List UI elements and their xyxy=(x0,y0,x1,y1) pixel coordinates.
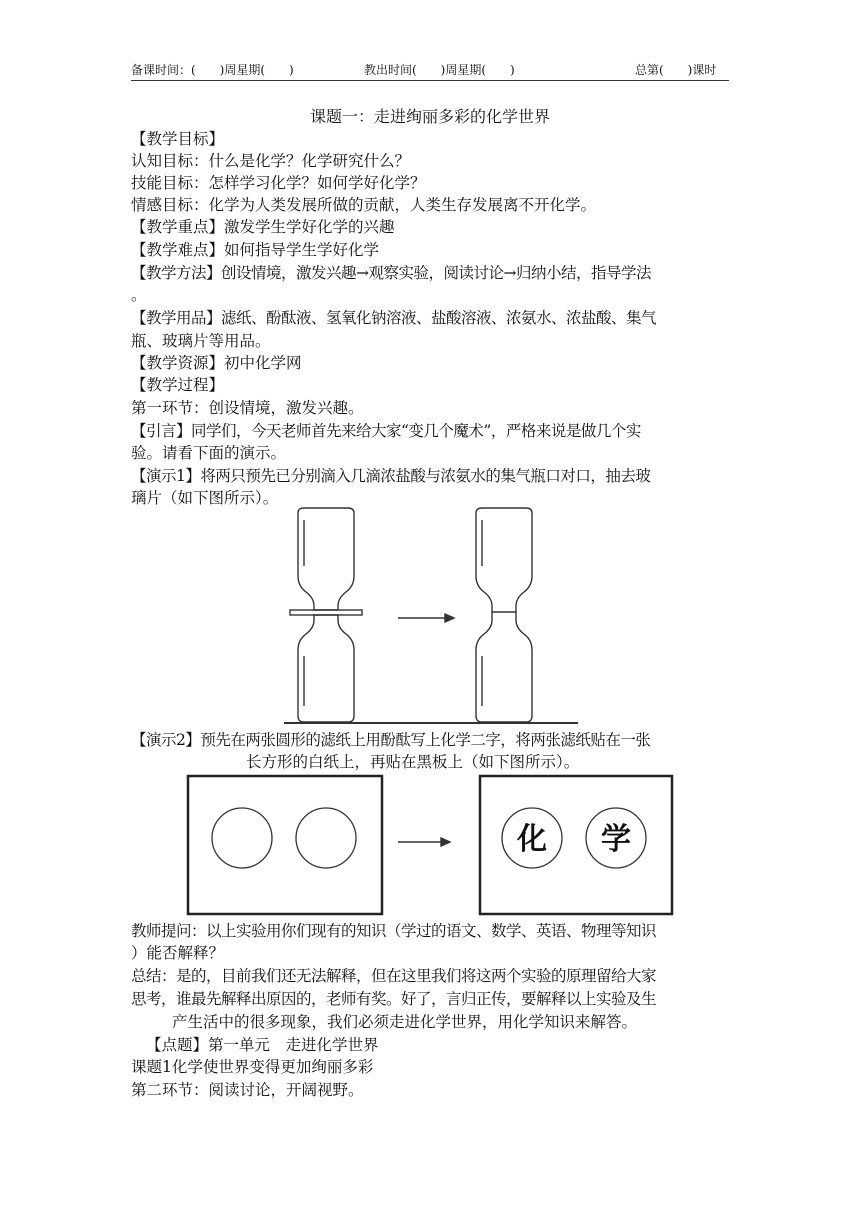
page-header xyxy=(131,62,729,81)
teach-time: 教出时间( )周星期( ) xyxy=(364,63,515,77)
teaching-tools: 【教学用品】滤纸、酚酞液、氢氧化钠溶液、盐酸溶液、浓氨水、浓盐酸、集气 xyxy=(131,309,657,327)
bottle-pair-before xyxy=(290,508,362,722)
teaching-method: 【教学方法】创设情境，激发兴趣→观察实验，阅读讨论→归纳小结，指导学法 xyxy=(131,264,651,282)
white-paper-after xyxy=(480,776,672,914)
teaching-method-end: 。 xyxy=(131,286,147,304)
step-one: 第一环节：创设情境，激发兴趣。 xyxy=(131,399,364,417)
demo2-line-2: 长方形的白纸上，再贴在黑板上（如下图所示）。 xyxy=(246,753,580,771)
bottle-pair-after xyxy=(476,508,532,722)
goal-heading: 【教学目标】 xyxy=(131,130,225,148)
lesson-title: 课题一：走进绚丽多彩的化学世界 xyxy=(309,107,550,126)
intro-line-1: 【引言】同学们，今天老师首先来给大家“变几个魔术”，严格来说是做几个实 xyxy=(131,422,641,440)
char-xue: 学 xyxy=(601,822,631,857)
filter-paper-circle xyxy=(296,808,356,868)
summary-line-3: 产生活中的很多现象，我们必须走进化学世界，用化学知识来解答。 xyxy=(172,1013,638,1031)
white-paper-before xyxy=(188,776,382,914)
topic-one: 课题1化学使世界变得更加绚丽多彩 xyxy=(131,1058,374,1076)
emotion-goal: 情感目标：化学为人类发展所做的贡献，人类生存发展离不开化学。 xyxy=(131,196,597,214)
teaching-key: 【教学重点】激发学生学好化学的兴趣 xyxy=(131,218,395,236)
arrow-right-icon xyxy=(398,838,450,846)
question-line-1: 教师提问：以上实验用你们现有的知识（学过的语文、数学、英语、物理等知识 xyxy=(131,922,657,940)
process-heading: 【教学过程】 xyxy=(131,376,225,394)
cognitive-goal: 认知目标：什么是化学？化学研究什么？ xyxy=(131,152,411,170)
arrow-right-icon xyxy=(398,614,454,622)
demo1-line-2: 璃片（如下图所示）。 xyxy=(131,489,279,507)
demo1-line-1: 【演示1】将两只预先已分别滴入几滴浓盐酸与浓氨水的集气瓶口对口，抽去玻 xyxy=(131,467,651,485)
filter-paper-circle xyxy=(212,808,272,868)
point-topic: 【点题】第一单元 走进化学世界 xyxy=(146,1036,379,1054)
char-hua: 化 xyxy=(517,822,547,857)
skill-goal: 技能目标：怎样学习化学？如何学好化学？ xyxy=(131,174,426,192)
teaching-resource: 【教学资源】初中化学网 xyxy=(131,354,302,372)
step-two: 第二环节：阅读讨论，开阔视野。 xyxy=(131,1081,364,1099)
total-lessons: 总第( )课时 xyxy=(635,63,717,77)
bottle-experiment-figure xyxy=(280,506,580,728)
prep-time: 备课时间：( )周星期( ) xyxy=(131,63,294,77)
filter-paper-figure xyxy=(186,774,676,918)
teaching-difficulty: 【教学难点】如何指导学生学好化学 xyxy=(131,241,380,259)
summary-line-2: 思考，谁最先解释出原因的，老师有奖。好了，言归正传，要解释以上实验及生 xyxy=(131,990,657,1008)
question-line-2: ）能否解释？ xyxy=(131,944,225,962)
teaching-tools-cont: 瓶、玻璃片等用品。 xyxy=(131,332,271,350)
summary-line-1: 总结：是的，目前我们还无法解释，但在这里我们将这两个实验的原理留给大家 xyxy=(131,967,657,985)
intro-line-2: 验。请看下面的演示。 xyxy=(131,444,287,462)
demo2-line-1: 【演示2】预先在两张圆形的滤纸上用酚酞写上化学二字，将两张滤纸贴在一张 xyxy=(131,731,651,749)
